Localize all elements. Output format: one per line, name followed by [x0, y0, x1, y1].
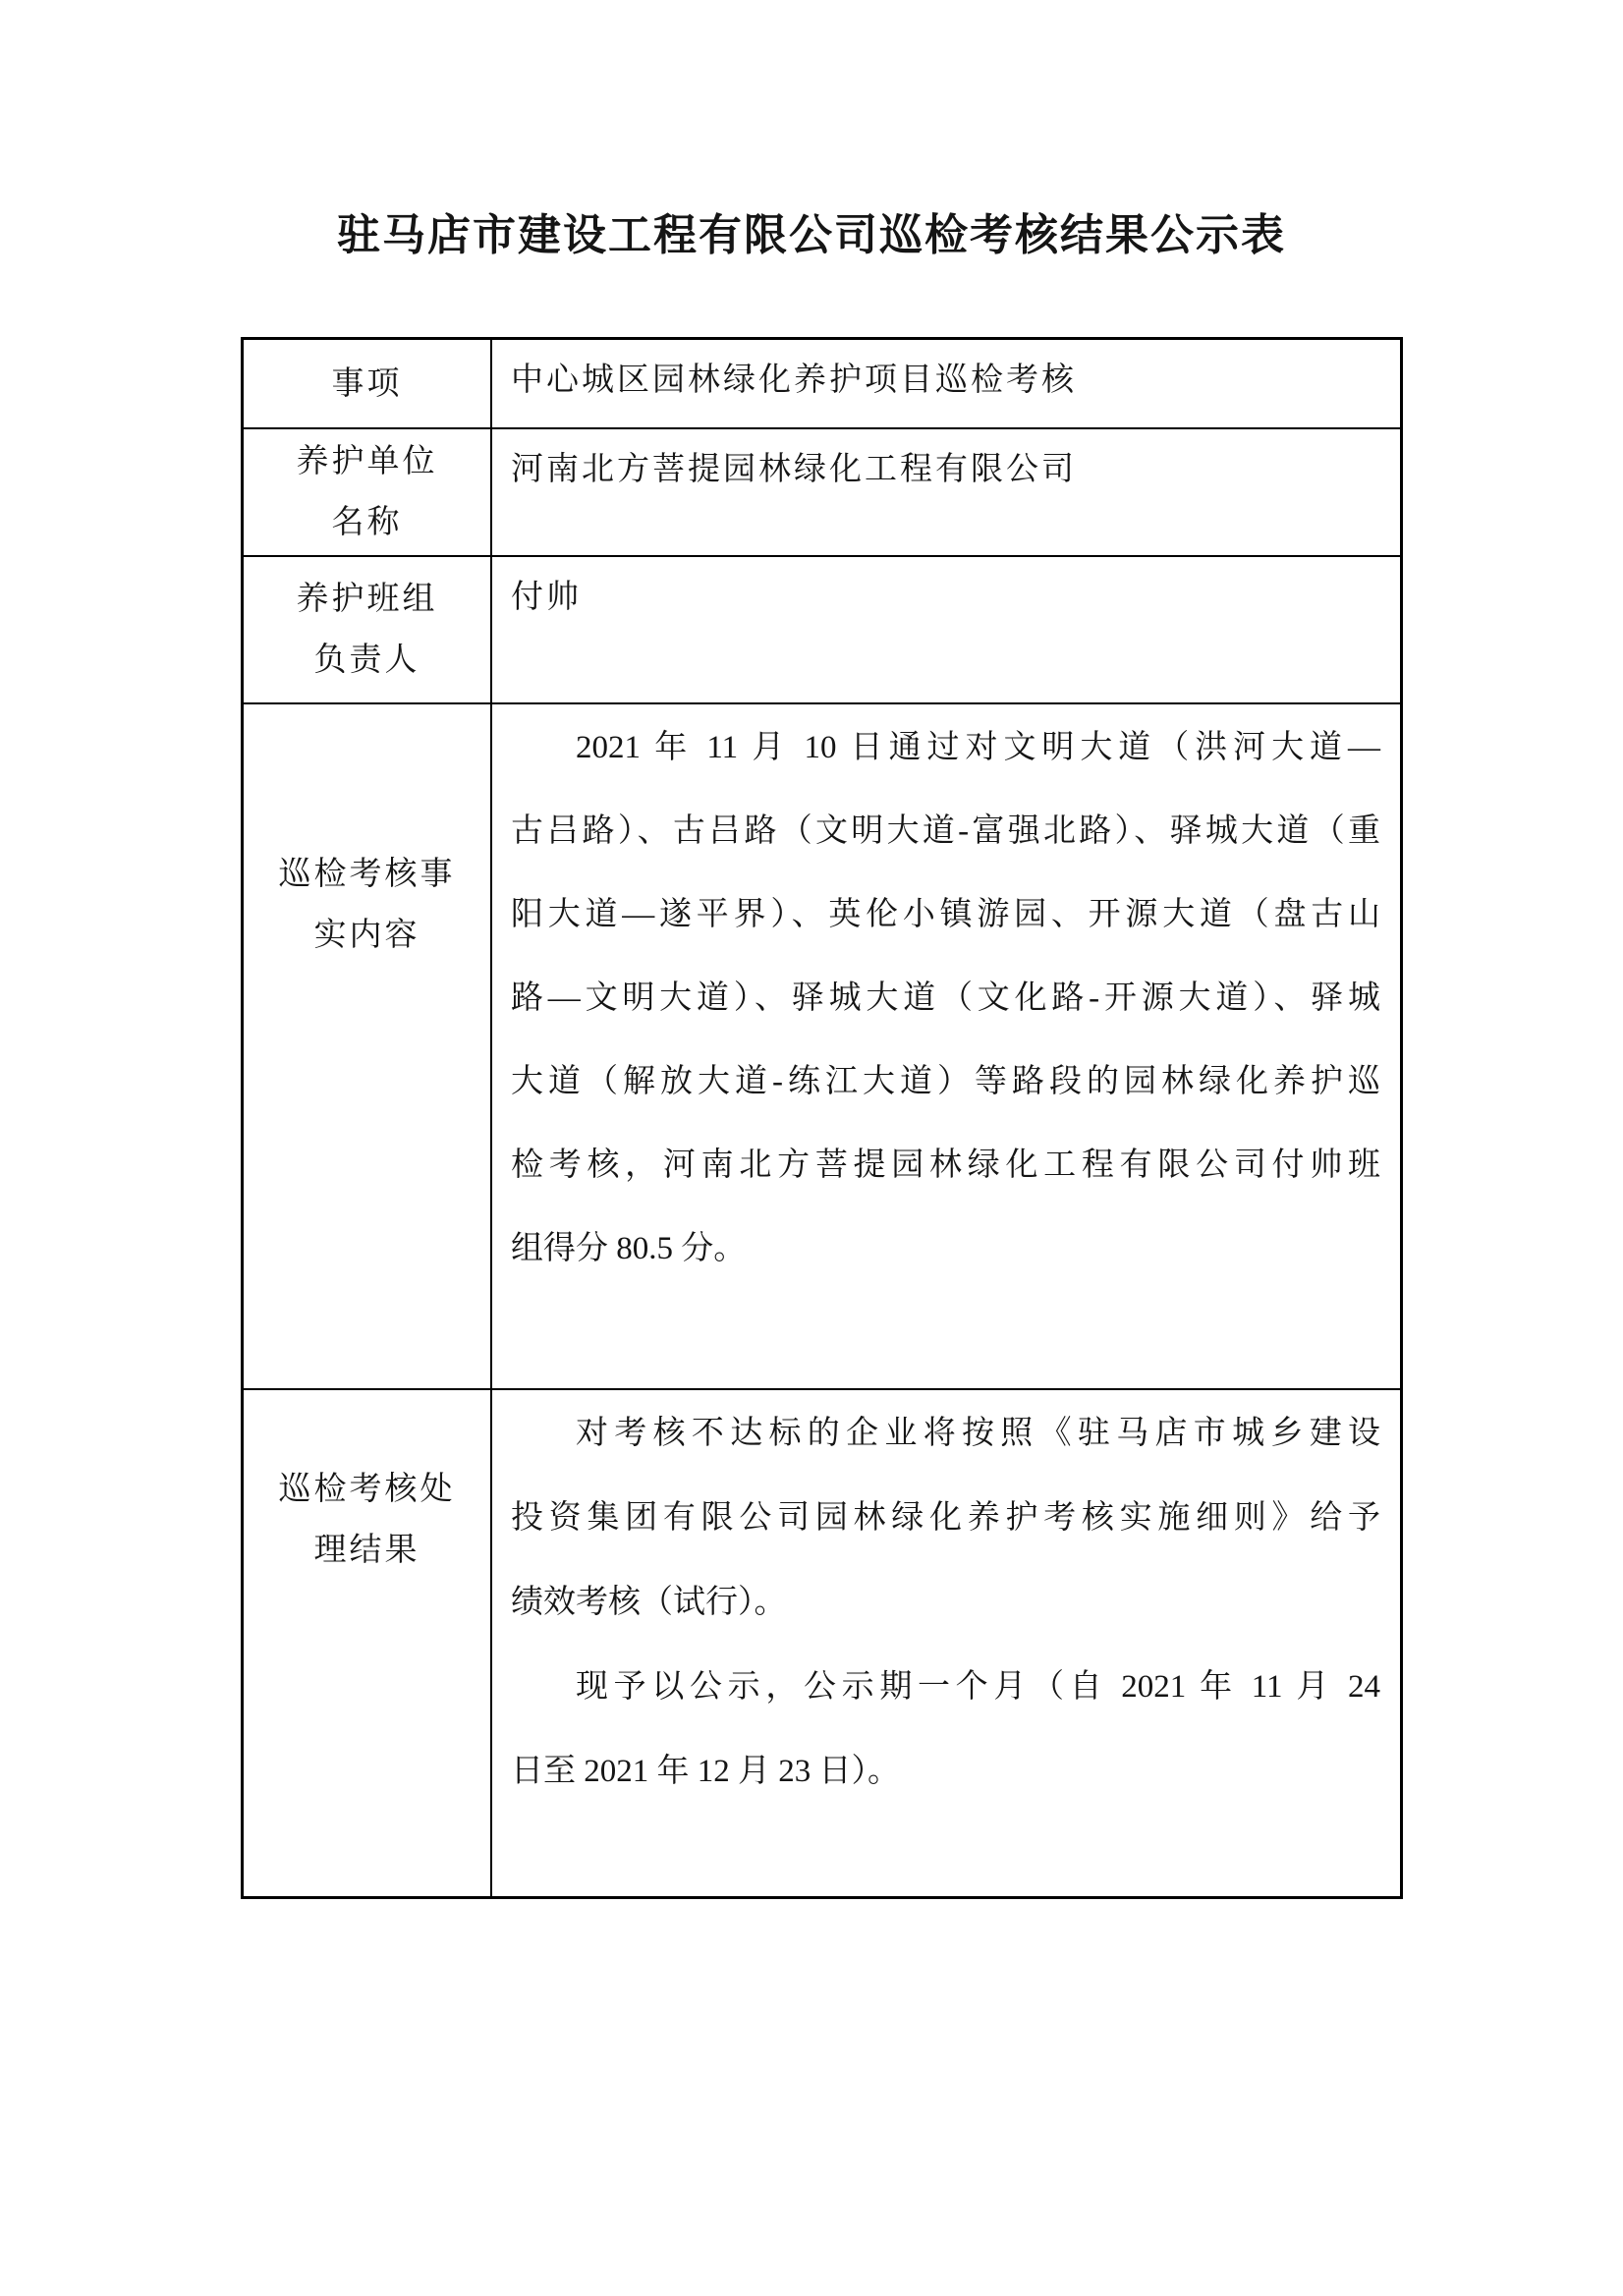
document-title: 驻马店市建设工程有限公司巡检考核结果公示表 — [337, 211, 1286, 259]
table-row-inspection-facts — [244, 704, 1400, 1390]
row-content-item — [492, 340, 1400, 427]
text-line: 日至 2021 年 12 月 23 日）。 — [511, 1754, 900, 1789]
text-line: 理结果 — [313, 1533, 420, 1568]
text-line: 组得分 80.5 分。 — [511, 1231, 747, 1266]
text-line: 付帅 — [511, 580, 582, 615]
text-line: 中心城区园林绿化养护项目巡检考核 — [511, 363, 1077, 398]
text-line: 现予以公示，公示期一个月（自 2021 年 11 月 24 — [576, 1669, 1380, 1705]
text-line: 事项 — [331, 365, 403, 402]
text-line: 巡检考核处 — [278, 1472, 456, 1507]
text-line: 养护班组 — [296, 582, 438, 617]
text-line: 对考核不达标的企业将按照《驻马店市城乡建设 — [576, 1416, 1380, 1451]
row-content-maintenance-unit — [492, 429, 1400, 555]
text-line: 检考核，河南北方菩提园林绿化工程有限公司付帅班 — [511, 1148, 1380, 1183]
row-content-inspection-result — [492, 1390, 1400, 1896]
text-line: 负责人 — [313, 643, 420, 678]
text-line: 投资集团有限公司园林绿化养护考核实施细则》给予 — [511, 1500, 1380, 1536]
text-line: 绩效考核（试行）。 — [511, 1585, 787, 1620]
text-line: 2021 年 11 月 10 日通过对文明大道（洪河大道— — [576, 730, 1380, 765]
text-line: 名称 — [331, 505, 403, 540]
row-content-inspection-facts — [492, 704, 1400, 1388]
assessment-table — [241, 337, 1403, 1899]
text-line: 养护单位 — [296, 444, 438, 479]
row-label-inspection-result — [244, 1390, 492, 1896]
table-row-inspection-result — [244, 1390, 1400, 1896]
row-label-inspection-facts — [244, 704, 492, 1388]
text-line: 阳大道—遂平界）、英伦小镇游园、开源大道（盘古山 — [511, 897, 1380, 932]
text-line: 大道（解放大道-练江大道）等路段的园林绿化养护巡 — [511, 1064, 1380, 1099]
row-label-item — [244, 340, 492, 427]
table-row-item — [244, 340, 1400, 429]
text-line: 河南北方菩提园林绿化工程有限公司 — [511, 452, 1077, 487]
table-row-maintenance-unit — [244, 429, 1400, 557]
text-line: 古吕路）、古吕路（文明大道-富强北路）、驿城大道（重 — [511, 813, 1380, 849]
row-label-maintenance-unit — [244, 429, 492, 555]
text-line: 路—文明大道）、驿城大道（文化路-开源大道）、驿城 — [511, 980, 1380, 1016]
table-row-team-leader — [244, 557, 1400, 704]
row-content-team-leader — [492, 557, 1400, 702]
row-label-team-leader — [244, 557, 492, 702]
text-line: 实内容 — [313, 918, 420, 953]
text-line: 巡检考核事 — [278, 857, 456, 892]
